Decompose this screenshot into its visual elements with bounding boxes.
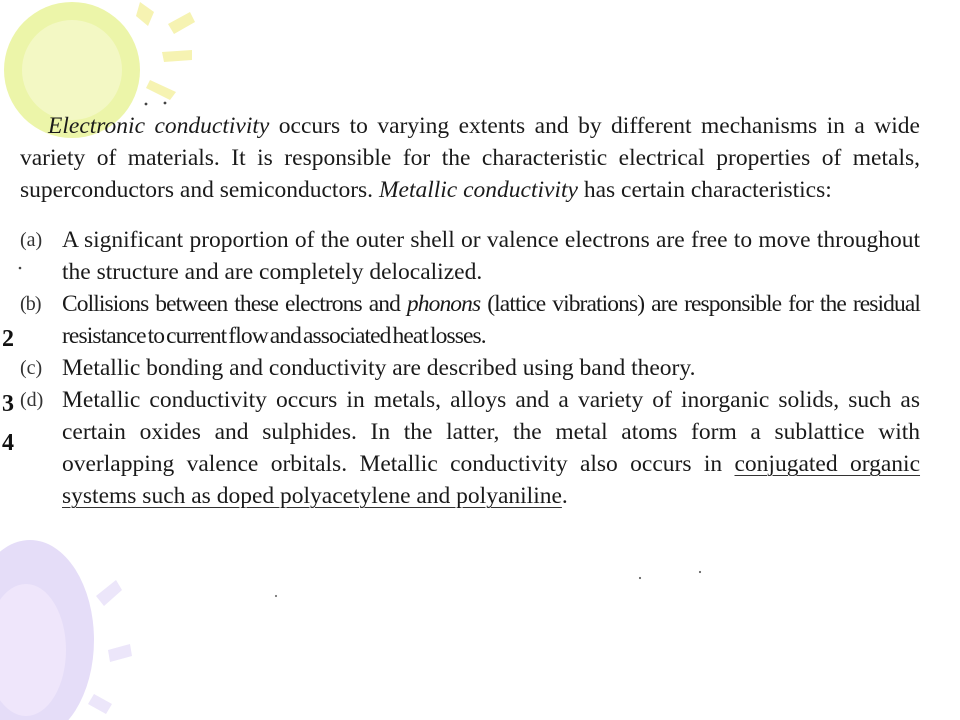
list-item-d xyxy=(20,384,920,512)
term-phonons: phonons xyxy=(406,291,481,317)
list-marker: (a) xyxy=(20,229,43,251)
scanned-text-block xyxy=(20,110,920,512)
list-item-text: Collisions between these electrons and xyxy=(62,291,407,317)
underlined-text: conjugated organic systems such as doped polyacetylene and polyaniline xyxy=(62,451,921,509)
intro-paragraph-text xyxy=(20,110,920,206)
list-item-c xyxy=(20,352,920,384)
intro-paragraph xyxy=(20,110,920,206)
list-item-text: Metallic conductivity occurs in metals, alloys and a variety of inorganic solids, such as certain oxides and sulphides. In the latter, the metal atoms form a sublattice with overlapping valence orbitals. Metallic conductivity also occurs in xyxy=(62,387,920,477)
list-item-b xyxy=(20,288,920,352)
margin-mark: 2 xyxy=(2,326,14,352)
margin-mark: 4 xyxy=(2,430,14,456)
characteristics-list xyxy=(20,224,920,512)
list-item-text: . xyxy=(561,483,568,509)
list-item-text: A significant proportion of the outer shell or valence electrons are free to move throughout the structure and are completely delocalized. xyxy=(62,227,920,285)
intro-text: occurs to varying extents and by different mechanisms in a wide variety of materials. It is responsible for the characteristic electrical properties of metals, superconductors and semiconductors. xyxy=(20,113,920,203)
term-metallic-conductivity: Metallic conductivity xyxy=(378,177,578,203)
list-marker: (d) xyxy=(20,389,44,411)
list-item-text: (lattice vibrations) are responsible for the residual resistance to current flow and associated heat losses. xyxy=(62,291,921,349)
intro-text-end: has certain characteristics: xyxy=(577,177,832,203)
margin-mark: 3 xyxy=(2,391,14,417)
list-marker: (c) xyxy=(20,357,43,379)
term-electronic-conductivity: Electronic conductivity xyxy=(48,113,270,139)
list-marker: (b) xyxy=(20,293,41,315)
list-item-text: Metallic bonding and conductivity are described using band theory. xyxy=(62,355,696,381)
list-item-a xyxy=(20,224,920,288)
